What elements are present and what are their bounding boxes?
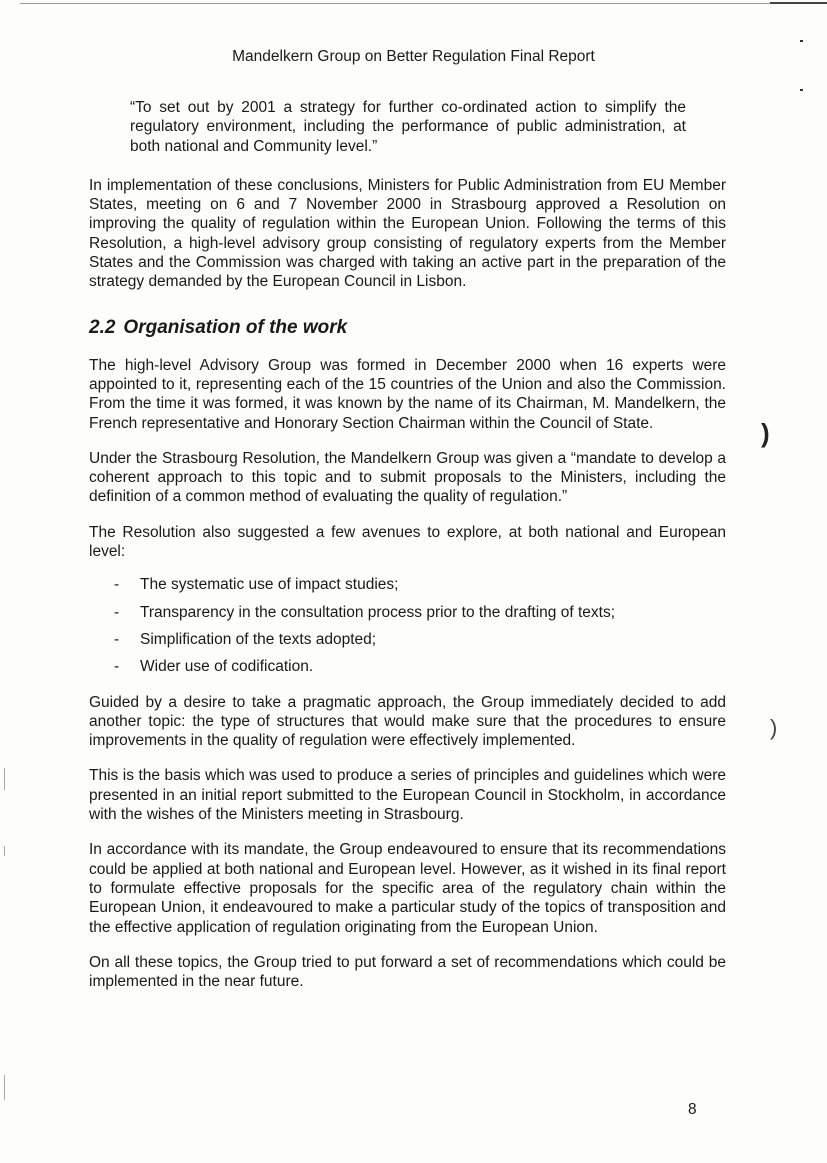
paragraph: This is the basis which was used to produce a series of principles and guidelines which were presented in an initial report submitted to the European Council in Stockholm, in accordance with the wishes of the Ministers meeting in Strasbourg. <box>89 767 726 824</box>
punch-hole-mark: ) <box>761 418 770 448</box>
scan-edge-mark <box>770 2 827 4</box>
punch-hole-mark: ) <box>770 715 778 740</box>
bullet-list <box>89 575 726 676</box>
page-number: 8 <box>688 1101 697 1118</box>
section-title: Organisation of the work <box>123 316 348 338</box>
section-heading <box>89 317 726 339</box>
paragraph: In accordance with its mandate, the Group endeavoured to ensure that its recommendations could be applied at both national and European level. However, as it wished in its final report to formulate effective proposals for the specific area of the regulatory chain within the European Union, it endeavoured to make a particular study of the topics of transposition and the effective application of regulation originating from the European Union. <box>89 841 726 936</box>
paragraph: The Resolution also suggested a few avenues to explore, at both national and European level: <box>89 523 726 561</box>
scan-edge-line <box>20 3 825 4</box>
list-item-text: Transparency in the consultation process prior to the drafting of texts; <box>140 603 616 621</box>
running-header: Mandelkern Group on Better Regulation Final Report <box>232 48 595 65</box>
list-item <box>89 575 726 594</box>
section-number: 2.2 <box>89 316 116 338</box>
document-body <box>89 98 726 991</box>
paragraph: On all these topics, the Group tried to put forward a set of recommendations which could be implemented in the near future. <box>89 953 726 991</box>
list-item <box>89 657 726 676</box>
paragraph: Guided by a desire to take a pragmatic approach, the Group immediately decided to add another topic: the type of structures that would make sure that the procedures to ensure improvements in the quality of regulation were effectively implemented. <box>89 693 726 750</box>
paragraph: Under the Strasbourg Resolution, the Mandelkern Group was given a “mandate to develop a coherent approach to this topic and to submit proposals to the Ministers, including the definition of a common method of evaluating the quality of regulation.” <box>89 449 726 506</box>
list-item-text: The systematic use of impact studies; <box>140 576 399 594</box>
scan-edge-line <box>4 768 5 790</box>
list-item <box>89 630 726 649</box>
list-item-text: Wider use of codification. <box>140 658 314 676</box>
paragraph: In implementation of these conclusions, Ministers for Public Administration from EU Member States, meeting on 6 and 7 November 2000 in Strasbourg approved a Resolution on improving the quality of regulation within the European Union. Following the terms of this Resolution, a high-level advisory group consisting of regulatory experts from the Member States and the Commission was charged with taking an active part in the preparation of the strategy demanded by the European Council in Lisbon. <box>89 176 726 291</box>
quotation: “To set out by 2001 a strategy for further co-ordinated action to simplify the regulatory environment, including the performance of public administration, at both national and Community level.” <box>130 99 686 155</box>
list-item-text: Simplification of the texts adopted; <box>140 630 377 648</box>
bullet-marker: - <box>114 658 120 676</box>
bullet-marker: - <box>114 630 120 648</box>
bullet-marker: - <box>114 576 120 594</box>
scan-edge-line <box>4 1075 5 1100</box>
scan-speck <box>800 40 803 42</box>
list-item <box>89 603 726 622</box>
bullet-marker: - <box>114 603 120 621</box>
paragraph: The high-level Advisory Group was formed in December 2000 when 16 experts were appointed to it, representing each of the 15 countries of the Union and also the Commission. From the time it was formed, it was known by the name of its Chairman, M. Mandelkern, the French representative and Honorary Section Chairman within the Council of State. <box>89 356 726 432</box>
scan-speck <box>800 89 803 91</box>
scan-edge-line <box>4 846 5 856</box>
